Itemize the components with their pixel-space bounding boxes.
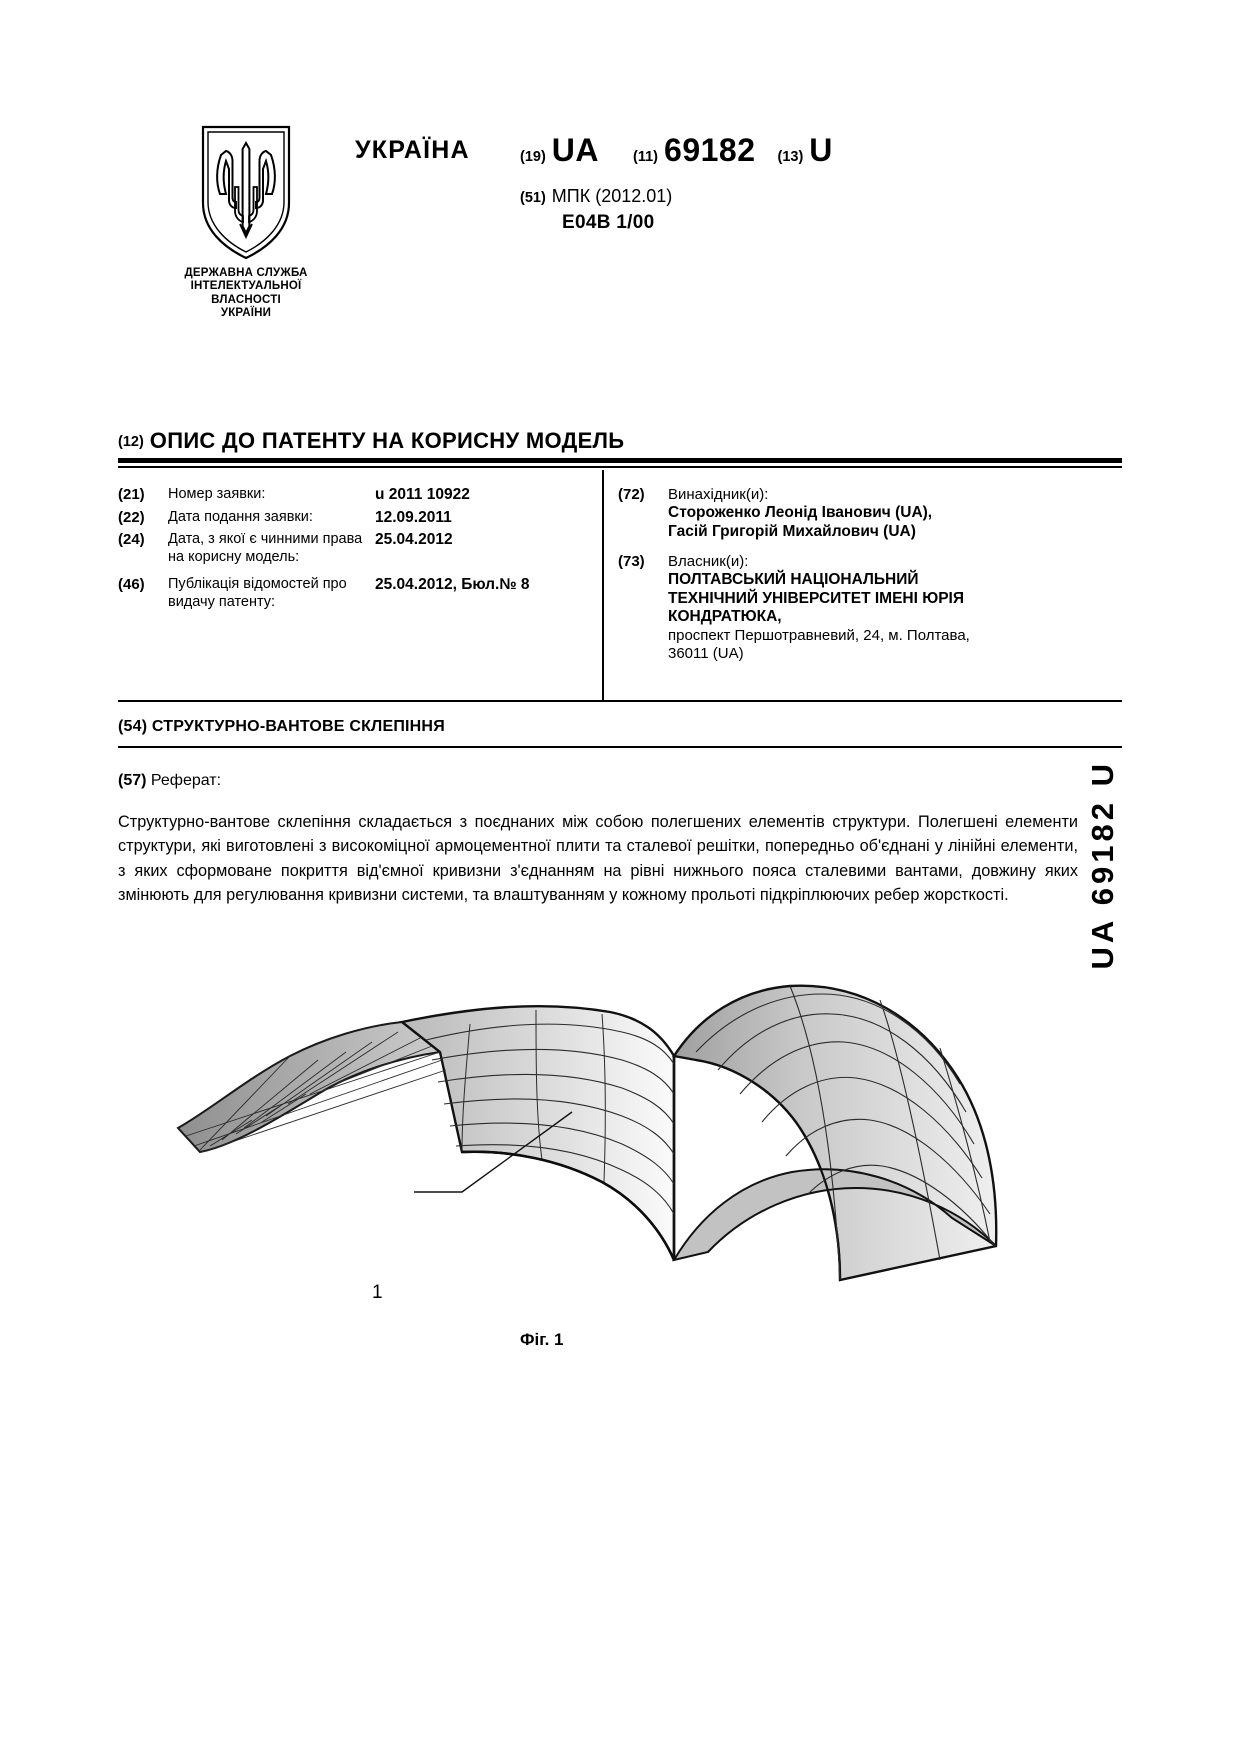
inid-22: (22) (118, 508, 145, 526)
inid-46: (46) (118, 576, 145, 593)
figure-reference-numeral: 1 (372, 1282, 383, 1303)
document-title-text: ОПИС ДО ПАТЕНТУ НА КОРИСНУ МОДЕЛЬ (149, 428, 625, 453)
table-row (118, 509, 588, 527)
title-rule-thick (118, 458, 1122, 463)
filing-date-label: Дата подання заявки: (168, 508, 313, 525)
inid-21: (21) (118, 486, 145, 503)
patent-number: 69182 (664, 132, 756, 168)
inid-11: (11) (633, 149, 659, 165)
inid-54: (54) (118, 718, 148, 735)
inid-19: (19) (520, 149, 546, 165)
agency-name (182, 267, 310, 321)
table-vertical-divider (602, 470, 604, 702)
owner-address-line: 36011 (UA) (668, 645, 744, 662)
vault-structure-illustration (140, 960, 1040, 1360)
abstract-text: Структурно-вантове склепіння складається з поєднаних між собою полегшених елементів структури. Полегшені елементи структури, які виготовлені з високоміцної армоцементної плити та сталевої решітки, попередньо об'єднані у лінійні елементи, з яких сформоване покриття від'ємної кривизни з'єднанням на рівні нижнього пояса сталевими вантами, довжину яких змінюють для регулювання кривизни системи, та влаштуванням у кожному прольоті підкріплюючих ребер жорсткості. (118, 813, 1078, 905)
inid-73: (73) (618, 553, 645, 570)
owner-name-line: ПОЛТАВСЬКИЙ НАЦІОНАЛЬНИЙ (668, 571, 919, 588)
biblio-bottom-rule (118, 700, 1122, 702)
bibliographic-table (118, 468, 1122, 702)
ukraine-trident-emblem-icon (199, 125, 293, 260)
inid-13: (13) (777, 149, 804, 165)
owners-label: Власник(и): (668, 553, 749, 570)
inid-72: (72) (618, 486, 645, 503)
patent-code-row (520, 132, 940, 169)
invention-title-rule (118, 746, 1122, 748)
rights-date-label: Дата, з якої є чинними права на корисну модель: (168, 531, 363, 565)
ipc-line (520, 186, 672, 207)
application-number-value: u 2011 10922 (375, 486, 470, 503)
emblem-block (182, 125, 310, 321)
ipc-label: МПК (2012.01) (551, 186, 673, 206)
invention-title-text: СТРУКТУРНО-ВАНТОВЕ СКЛЕПІННЯ (151, 718, 445, 735)
invention-title (118, 718, 445, 736)
side-patent-code: UA 69182 U (1085, 760, 1120, 970)
agency-line-1: ДЕРЖАВНА СЛУЖБА (184, 267, 308, 279)
publication-value: 25.04.2012, Бюл.№ 8 (375, 576, 530, 593)
inid-12: (12) (118, 434, 144, 450)
ipc-code: E04B 1/00 (562, 212, 655, 233)
table-row (118, 486, 588, 504)
owner-name-line: КОНДРАТЮКА, (668, 608, 782, 625)
table-row (118, 531, 588, 566)
inid-57: (57) (118, 772, 147, 789)
table-row (618, 486, 1118, 541)
country-name: УКРАЇНА (355, 136, 470, 164)
owners-block (668, 553, 970, 664)
figure-1-drawing (140, 960, 1040, 1360)
document-header (0, 118, 1240, 348)
application-number-label: Номер заявки: (168, 486, 266, 502)
kind-code: U (809, 132, 833, 168)
table-row (118, 576, 588, 611)
owner-name-line: ТЕХНІЧНИЙ УНІВЕРСИТЕТ ІМЕНІ ЮРІЯ (668, 589, 964, 607)
owner-address-line: проспект Першотравневий, 24, м. Полтава, (668, 626, 970, 644)
inventor-name: Гасій Григорій Михайлович (UA) (668, 522, 916, 540)
inid-24: (24) (118, 531, 145, 548)
agency-line-4: УКРАЇНИ (220, 307, 272, 320)
inid-51: (51) (520, 190, 546, 206)
rights-date-value: 25.04.2012 (375, 531, 453, 548)
abstract-heading (118, 772, 221, 790)
figure-caption: Фіг. 1 (520, 1330, 564, 1349)
publication-label: Публікація відомостей про видачу патенту: (168, 576, 347, 610)
document-title (118, 428, 1122, 454)
abstract-label: Реферат: (150, 772, 222, 789)
biblio-right-column (618, 486, 1118, 669)
inventors-block (668, 486, 932, 541)
agency-line-2: ІНТЕЛЕКТУАЛЬНОЇ (190, 280, 302, 293)
country-code: UA (551, 132, 600, 168)
filing-date-value: 12.09.2011 (375, 508, 452, 526)
inventor-name: Стороженко Леонід Іванович (UA), (668, 504, 933, 521)
inventors-label: Винахідник(и): (668, 486, 769, 503)
agency-line-3: ВЛАСНОСТІ (211, 293, 281, 306)
biblio-left-column (118, 486, 588, 616)
table-row (618, 553, 1118, 664)
